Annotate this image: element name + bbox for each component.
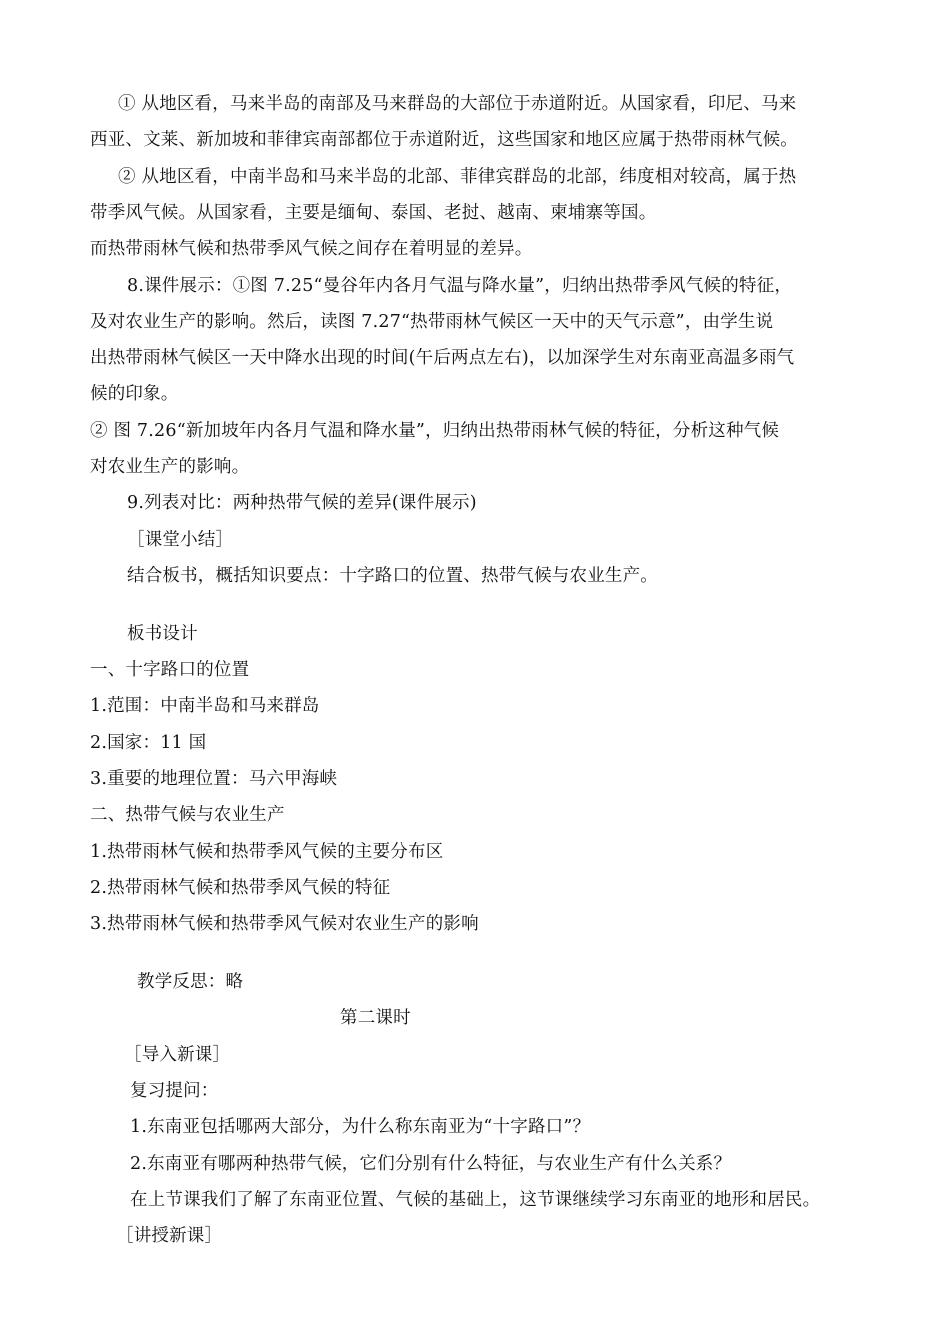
- paragraph-line: 8.课件展示：①图 7.25“曼谷年内各月气温与降水量”，归纳出热带季风气候的特征，: [127, 276, 793, 296]
- paragraph-line: 西亚、文莱、新加坡和菲律宾南部都位于赤道附近，这些国家和地区应属于热带雨林气候。: [90, 130, 798, 150]
- paragraph-line: 对农业生产的影响。: [90, 457, 250, 477]
- paragraph-line: 9.列表对比：两种热带气候的差异(课件展示): [127, 493, 477, 513]
- board-item: 3.重要的地理位置：马六甲海峡: [90, 769, 338, 789]
- board-design-title: 板书设计: [127, 624, 198, 644]
- board-item: 2.热带雨林气候和热带季风气候的特征: [90, 878, 391, 898]
- review-question: 1.东南亚包括哪两大部分，为什么称东南亚为“十字路口”？: [130, 1117, 591, 1137]
- board-item: 1.范围：中南半岛和马来群岛: [90, 696, 320, 716]
- paragraph-line: 及对农业生产的影响。然后，读图 7.27“热带雨林气候区一天中的天气示意”，由学生说: [90, 312, 774, 332]
- board-item: 一、十字路口的位置: [90, 660, 250, 680]
- paragraph-line: 出热带雨林气候区一天中降水出现的时间(午后两点左右)，以加深学生对东南亚高温多雨气: [90, 348, 795, 368]
- teaching-reflection: 教学反思：略: [137, 972, 244, 992]
- paragraph-line: ② 图 7.26“新加坡年内各月气温和降水量”，归纳出热带雨林气候的特征，分析这种气候: [90, 421, 780, 441]
- board-item: 二、热带气候与农业生产: [90, 805, 285, 825]
- summary-text: 结合板书，概括知识要点：十字路口的位置、热带气候与农业生产。: [127, 566, 658, 586]
- section-heading: ［课堂小结］: [127, 530, 234, 550]
- review-question: 2.东南亚有哪两种热带气候，它们分别有什么特征，与农业生产有什么关系？: [130, 1154, 732, 1174]
- lesson-title: 第二课时: [340, 1008, 411, 1028]
- transition-text: 在上节课我们了解了东南亚位置、气候的基础上，这节课继续学习东南亚的地形和居民。: [130, 1190, 821, 1210]
- board-item: 3.热带雨林气候和热带季风气候对农业生产的影响: [90, 914, 479, 934]
- review-label: 复习提问：: [130, 1081, 219, 1101]
- section-heading: ［导入新课］: [124, 1045, 231, 1065]
- paragraph-line: ② 从地区看，中南半岛和马来半岛的北部、菲律宾群岛的北部，纬度相对较高，属于热: [118, 167, 797, 187]
- paragraph-line: ① 从地区看，马来半岛的南部及马来群岛的大部位于赤道附近。从国家看，印尼、马来: [118, 94, 797, 114]
- paragraph-line: 候的印象。: [90, 384, 179, 404]
- paragraph-line: 而热带雨林气候和热带季风气候之间存在着明显的差异。: [90, 239, 533, 259]
- paragraph-line: 带季风气候。从国家看，主要是缅甸、泰国、老挝、越南、柬埔寨等国。: [90, 203, 657, 223]
- board-item: 2.国家：11 国: [90, 733, 207, 753]
- board-item: 1.热带雨林气候和热带季风气候的主要分布区: [90, 842, 444, 862]
- section-heading: ［讲授新课］: [116, 1226, 223, 1246]
